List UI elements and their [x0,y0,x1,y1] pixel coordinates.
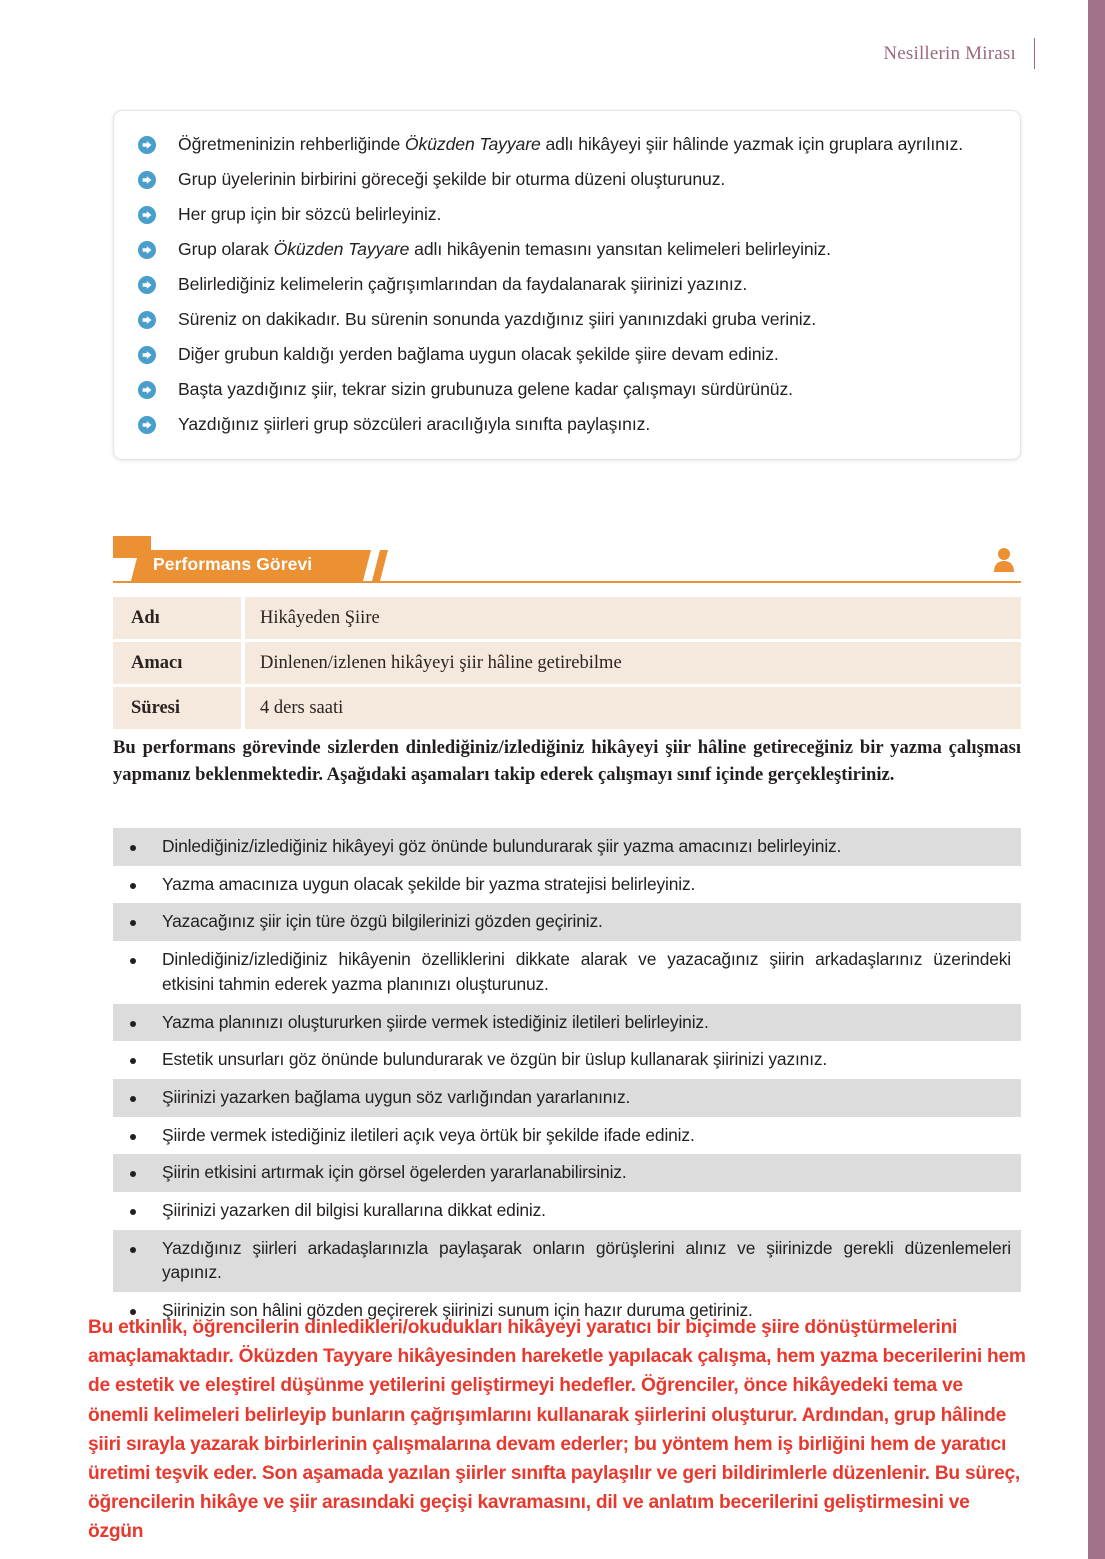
instructions-card [113,110,1021,460]
instruction-item-text: Her grup için bir sözcü belirleyiniz. [178,203,442,224]
performance-task-table [113,597,1021,729]
arrow-circle-right-icon [138,206,156,224]
arrow-circle-right-icon [138,241,156,259]
banner-label: Performans Görevi [153,554,313,574]
bullet-dot-icon [130,1209,136,1215]
instruction-item [138,127,994,162]
step-row [113,1004,1021,1042]
bullet-dot-icon [130,1096,136,1102]
step-row-text: Dinlediğiniz/izlediğiniz hikâyenin özelliklerini dikkate alarak ve yazacağınız şiirin arkadaşlarınız üzerindeki etkisini tahmin ederek yazma planınızı oluşturunuz. [162,949,1011,994]
arrow-circle-right-icon [138,276,156,294]
table-row-value: Hikâyeden Şiire [245,597,1021,639]
arrow-circle-right-icon [138,171,156,189]
table-row [113,684,1021,729]
instruction-item-text: Diğer grubun kaldığı yerden bağlama uygun olacak şekilde şiire devam ediniz. [178,343,779,364]
instruction-item [138,267,994,302]
instruction-item [138,162,994,197]
running-header [883,38,1035,69]
step-row-text: Dinlediğiniz/izlediğiniz hikâyeyi göz önünde bulundurarak şiir yazma amacınızı belirleyiniz. [162,836,842,856]
step-row [113,1192,1021,1230]
step-row-text: Şiirinizi yazarken dil bilgisi kurallarına dikkat ediniz. [162,1200,546,1221]
instruction-item-text: Öğretmeninizin rehberliğinde Öküzden Tayyare adlı hikâyeyi şiir hâlinde yazmak için gruplara ayrılınız. [178,134,964,154]
step-row [113,1154,1021,1192]
arrow-circle-right-icon [138,416,156,434]
running-header-title: Nesillerin Mirası [883,42,1016,64]
step-row [113,1117,1021,1155]
step-row [113,866,1021,904]
instruction-item [138,197,994,232]
teacher-note: Bu etkinlik, öğrencilerin dinledikleri/okudukları hikâyeyi yaratıcı bir biçimde şiire dönüştürmelerini amaçlamaktadır. Öküzden Tayyare hikâyesinden hareketle yapılacak çalışma, hem yazma becerilerini hem de estetik ve eleştirel düşünme yetilerini geliştirmeyi hedefler. Öğrenciler, önce hikâyedeki tema ve önemli kelimeleri belirleyip bunların çağrışımlarını kullanarak şiirlerini oluşturur. Ardından, grup hâlinde şiiri sırayla yazarak birbirlerinin çalışmalarına devam ederler; bu yöntem hem iş birliğini hem de yaratıcı üretimi teşvik eder. Son aşamada yazılan şiirler sınıfta paylaşılır ve geri bildirimlerle düzenlenir. Bu süreç, öğrencilerin hikâye ve şiir arasındaki geçişi kavramasını, dil ve anlatım becerilerini geliştirmesini ve özgün [88,1317,1026,1543]
step-row-text: Şiirin etkisini artırmak için görsel ögelerden yararlanabilirsiniz. [162,1162,627,1183]
performance-task-table-body [113,597,1021,729]
step-row-text: Şiirinizin son hâlini gözden geçirerek şiirinizi sunum için hazır duruma getiriniz. [162,1300,753,1321]
bullet-dot-icon [130,958,136,964]
instruction-item-text: Grup olarak Öküzden Tayyare adlı hikâyenin temasını yansıtan kelimeleri belirleyiniz. [178,238,831,259]
arrow-circle-right-icon [138,311,156,329]
step-row [113,903,1021,941]
arrow-circle-right-icon [138,346,156,364]
step-row-text: Şiirinizi yazarken bağlama uygun söz varlığından yararlanınız. [162,1086,631,1107]
instruction-item-text: Belirlediğiniz kelimelerin çağrışımlarından da faydalanarak şiirinizi yazınız. [178,273,748,294]
performance-task-intro: Bu performans görevinde sizlerden dinlediğiniz/izlediğiniz hikâyeyi şiir hâline getireceğiniz bir yazma çalışması yapmanız beklenmektedir. Aşağıdaki aşamaları takip ederek çalışmayı sınıf içinde gerçekleştiriniz. [113,737,1021,785]
table-row-value: 4 ders saati [245,684,1021,729]
instruction-item [138,232,994,267]
instruction-item-text: Grup üyelerinin birbirini göreceği şekilde bir oturma düzeni oluşturunuz. [178,168,726,189]
instruction-item [138,337,994,372]
arrow-circle-right-icon [138,136,156,154]
table-row-value: Dinlenen/izlenen hikâyeyi şiir hâline getirebilme [245,639,1021,684]
instruction-item [138,302,994,337]
story-title-emphasis: Öküzden Tayyare [404,134,541,154]
step-row-text: Yazdığınız şiirleri arkadaşlarınızla paylaşarak onların görüşlerini alınız ve şiirinizde gerekli düzenlemeleri yapınız. [162,1237,1011,1283]
banner-rule [113,581,1021,583]
table-row-key: Amacı [113,639,245,684]
running-header-divider [1034,38,1035,69]
table-row [113,639,1021,684]
step-row [113,941,1021,1003]
page-edge-bar [1088,0,1105,1559]
instruction-item [138,372,994,407]
performance-task-banner [113,536,1021,594]
step-row-text: Estetik unsurları göz önünde bulundurarak ve özgün bir üslup kullanarak şiirinizi yazınız. [162,1049,828,1070]
bullet-dot-icon [130,845,136,851]
bullet-dot-icon [130,883,136,889]
instruction-item-text: Süreniz on dakikadır. Bu sürenin sonunda yazdığınız şiiri yanınızdaki gruba veriniz. [178,308,817,329]
table-row-key: Süresi [113,684,245,729]
step-row-text: Yazma amacınıza uygun olacak şekilde bir yazma stratejisi belirleyiniz. [162,873,696,894]
step-row-text: Yazma planınızı oluştururken şiirde vermek istediğiniz iletileri belirleyiniz. [162,1011,709,1032]
table-row-key: Adı [113,597,245,639]
instruction-item-text: Başta yazdığınız şiir, tekrar sizin grubunuza gelene kadar çalışmayı sürdürünüz. [178,378,793,399]
bullet-dot-icon [130,1058,136,1064]
instruction-item [138,407,994,442]
step-row-text: Yazacağınız şiir için türe özgü bilgilerinizi gözden geçiriniz. [162,911,603,932]
table-row [113,597,1021,639]
step-row [113,1079,1021,1117]
performance-task-steps [113,828,1021,1330]
instruction-item-text: Yazdığınız şiirleri grup sözcüleri aracılığıyla sınıfta paylaşınız. [178,413,651,434]
step-row [113,828,1021,866]
arrow-circle-right-icon [138,381,156,399]
bullet-dot-icon [130,920,136,926]
bullet-dot-icon [130,1134,136,1140]
story-title-emphasis: Öküzden Tayyare [273,238,410,259]
banner-slash-shape [372,550,388,581]
bullet-dot-icon [130,1171,136,1177]
bullet-dot-icon [130,1021,136,1027]
person-icon [993,546,1015,572]
bullet-dot-icon [130,1247,136,1253]
step-row [113,1230,1021,1292]
step-row-text: Şiirde vermek istediğiniz iletileri açık veya örtük bir şekilde ifade ediniz. [162,1124,695,1145]
step-row [113,1041,1021,1079]
